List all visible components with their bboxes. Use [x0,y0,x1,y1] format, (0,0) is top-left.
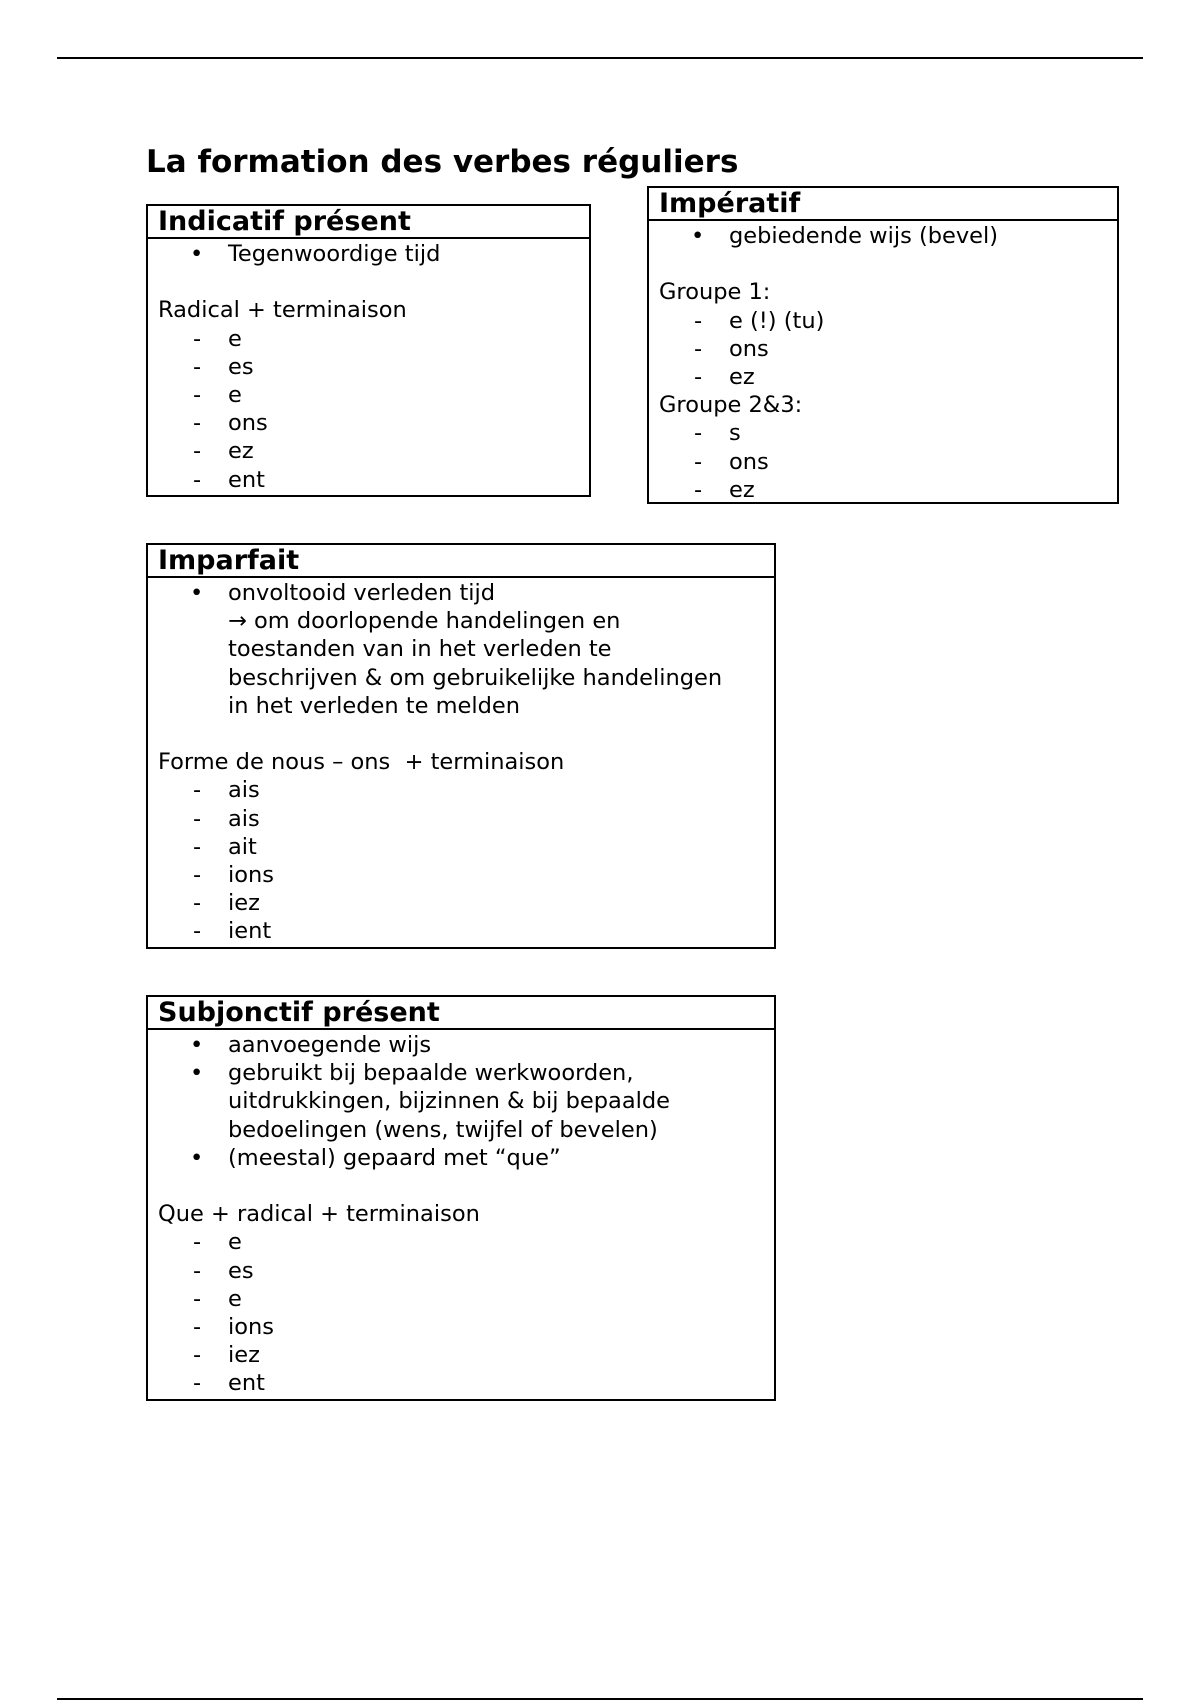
box-body [649,221,1117,504]
ending-text: iez [228,1342,260,1369]
dash-marker: - [694,335,703,362]
dash-marker: - [193,918,202,945]
bullet-marker: • [190,580,204,606]
imperatif-box [647,186,1119,504]
ending-item [659,335,1107,363]
ending-item [158,805,764,833]
ending-item [158,1313,764,1341]
ending-text: e (!) (tu) [729,307,825,334]
dash-marker: - [694,307,703,334]
ending-text: ais [228,805,260,832]
dash-marker: - [193,890,202,917]
ending-item [158,833,764,861]
dash-marker: - [193,382,202,408]
dash-marker: - [193,777,202,804]
dash-marker: - [694,476,703,503]
box-heading: Impératif [649,188,1117,221]
ending-item [158,1228,764,1256]
ending-item [158,437,579,465]
bullet-text: Tegenwoordige tijd [228,241,441,267]
ending-item [158,776,764,804]
ending-text: s [729,420,741,447]
ending-text: e [228,1285,242,1312]
dash-marker: - [694,448,703,475]
formation-rule: Que + radical + terminaison [158,1201,480,1228]
ending-item [158,1369,764,1397]
ending-text: e [228,382,242,408]
ending-item [158,1257,764,1285]
ending-item [158,917,764,945]
dash-marker: - [193,1314,202,1341]
ending-item [158,466,579,494]
page-title: La formation des verbes réguliers [146,144,739,180]
bullet-text-line: beschrijven & om gebruikelijke handelingen [228,664,723,691]
box-heading: Indicatif présent [148,206,589,239]
dash-marker: - [193,833,202,860]
ending-text: es [228,1257,254,1284]
ending-item [659,307,1107,335]
dash-marker: - [193,1370,202,1397]
dash-marker: - [694,364,703,390]
bullet-text-line: toestanden van in het verleden te [228,636,612,663]
bullet-text-line: (meestal) gepaard met “que” [228,1144,561,1171]
formation-rule: Radical + terminaison [158,297,407,324]
bullet-marker: • [691,223,705,249]
dash-marker: - [193,1229,202,1256]
ending-item [158,409,579,437]
bullet-text-line: gebruikt bij bepaalde werkwoorden, [228,1060,634,1087]
spacer [158,1172,764,1200]
dash-marker: - [193,1257,202,1284]
box-body [148,1030,774,1398]
ending-text: ions [228,1314,274,1341]
ending-text: ent [228,1370,265,1397]
ending-text: e [228,1229,242,1256]
ending-text: ait [228,833,257,860]
ending-text: ez [729,364,755,390]
bullet-text-line: onvoltooid verleden tijd [228,580,496,606]
bullet-text-line: aanvoegende wijs [228,1032,432,1058]
bullet-marker: • [190,1144,204,1171]
formation-rule: Forme de nous – ons + terminaison [158,749,565,776]
bullet-marker: • [190,241,204,267]
ending-item [158,861,764,889]
bullet-marker: • [190,1032,204,1058]
bullet-item [158,1144,764,1172]
bullet-item [158,240,579,268]
dash-marker: - [193,466,202,493]
ending-text: ions [228,862,274,889]
ending-item [158,325,579,353]
bullet-item [158,1031,764,1059]
ending-text: ons [729,448,769,475]
bullet-text-line: uitdrukkingen, bijzinnen & bij bepaalde [228,1088,671,1115]
spacer [158,268,579,296]
spacer [158,720,764,748]
bullet-marker: • [190,1060,204,1087]
box-body [148,578,774,946]
ending-item [158,1341,764,1369]
box-body [148,239,589,494]
indicatif-present-box [146,204,591,497]
box-heading: Subjonctif présent [148,997,774,1030]
ending-text: ons [729,335,769,362]
subjonctif-present-box [146,995,776,1401]
dash-marker: - [193,1285,202,1312]
ending-text: e [228,325,242,352]
dash-marker: - [193,410,202,437]
ending-item [659,419,1107,447]
ending-item [158,353,579,381]
ending-item [158,889,764,917]
bullet-text: gebiedende wijs (bevel) [729,223,999,249]
dash-marker: - [193,805,202,832]
bullet-text-line: in het verleden te melden [228,692,520,719]
bullet-text-line: → om doorlopende handelingen en [228,608,621,635]
ending-text: iez [228,890,260,917]
imparfait-box [146,543,776,949]
ending-text: es [228,353,254,380]
dash-marker: - [193,353,202,380]
ending-item [659,448,1107,476]
ending-text: ent [228,466,265,493]
spacer [659,250,1107,278]
ending-item [158,1285,764,1313]
dash-marker: - [193,862,202,889]
bullet-text-line: bedoelingen (wens, twijfel of bevelen) [228,1116,658,1143]
bullet-item [158,579,764,720]
box-heading: Imparfait [148,545,774,578]
group-label: Groupe 1: [659,279,771,306]
bullet-item [659,222,1107,250]
dash-marker: - [193,438,202,465]
bullet-item [158,1059,764,1144]
dash-marker: - [193,1342,202,1369]
group-label: Groupe 2&3: [659,392,803,419]
ending-item [659,363,1107,391]
ending-text: ais [228,777,260,804]
ending-text: ez [228,438,254,465]
ending-item [659,476,1107,504]
ending-text: ez [729,476,755,503]
dash-marker: - [694,420,703,447]
ending-text: ons [228,410,268,437]
ending-text: ient [228,918,272,945]
ending-item [158,381,579,409]
header-rule [57,57,1143,59]
dash-marker: - [193,325,202,352]
